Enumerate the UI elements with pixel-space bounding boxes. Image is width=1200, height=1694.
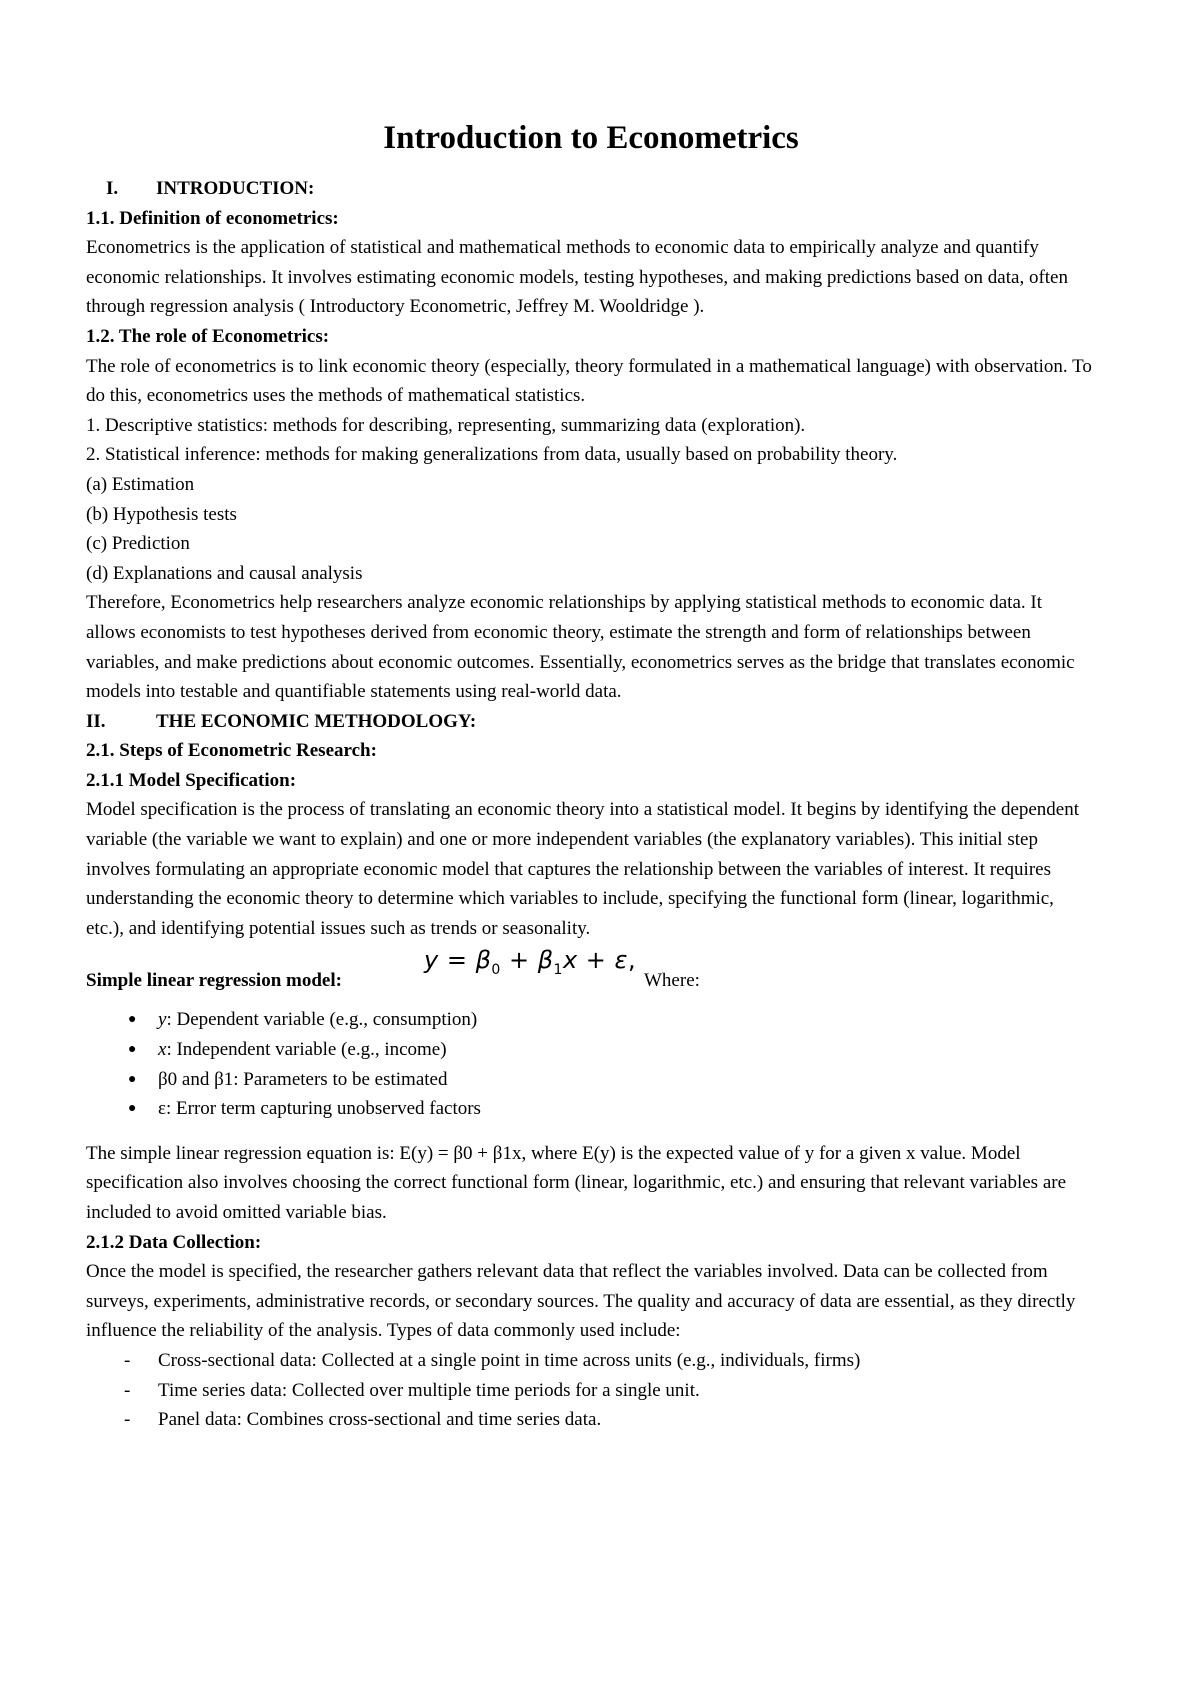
role-line: (b) Hypothesis tests bbox=[86, 503, 237, 525]
equation-label: Simple linear regression model: bbox=[86, 969, 342, 991]
section-2-number: II. bbox=[86, 710, 106, 732]
subsection-2-1-heading: 2.1. Steps of Econometric Research: bbox=[86, 740, 377, 762]
list-item: - Time series data: Collected over multiple time periods for a single unit. bbox=[86, 1376, 1096, 1406]
list-item: - Cross-sectional data: Collected at a single point in time across units (e.g., individuals, firms) bbox=[86, 1346, 1096, 1376]
spacer bbox=[86, 1124, 1096, 1139]
bullet-icon: ● bbox=[128, 1042, 137, 1058]
conclusion-paragraph: Therefore, Econometrics help researchers analyze economic relationships by applying statistical methods to economic data. It allows economists to test hypotheses derived from economic theory, estimate the strength and form of relationships between variables, and make predictions about economic outcomes. Essentially, econometrics serves as the bridge that translates economic models into testable and quantifiable statements using real-world data. bbox=[86, 592, 1075, 703]
role-line: 2. Statistical inference: methods for making generalizations from data, usually based on probability theory. bbox=[86, 444, 898, 466]
bullet-icon: ● bbox=[128, 1071, 137, 1087]
subsection-1-1-heading: 1.1. Definition of econometrics: bbox=[86, 207, 339, 229]
subsection-1-2-heading: 1.2. The role of Econometrics: bbox=[86, 325, 330, 347]
section-2-heading bbox=[86, 707, 1096, 737]
section-2-title: THE ECONOMIC METHODOLOGY: bbox=[156, 710, 477, 732]
role-paragraph: The role of econometrics is to link economic theory (especially, theory formulated in a mathematical language) with observation. To do this, econometrics uses the methods of mathematical statistics. bbox=[86, 355, 1092, 407]
definition-paragraph: Econometrics is the application of statistical and mathematical methods to economic data to empirically analyze and quantify economic relationships. It involves estimating economic models, testing hypotheses, and making predictions based on data, often through regression analysis ( Introductory Econometric, Jeffrey M. Wooldridge ). bbox=[86, 237, 1068, 318]
data-types-list bbox=[86, 1346, 1096, 1435]
subsection-2-1-1-heading: 2.1.1 Model Specification: bbox=[86, 769, 297, 791]
data-collection-paragraph: Once the model is specified, the researcher gathers relevant data that reflect the variables involved. Data can be collected from surveys, experiments, administrative records, or secondary sources. The quality and accuracy of data are essential, as they directly influence the reliability of the analysis. Types of data commonly used include: bbox=[86, 1261, 1076, 1342]
list-item: ● ε: Error term capturing unobserved factors bbox=[86, 1094, 1096, 1124]
subsection-2-1-2-heading: 2.1.2 Data Collection: bbox=[86, 1231, 262, 1253]
role-line: (d) Explanations and causal analysis bbox=[86, 562, 363, 584]
section-1-heading bbox=[86, 174, 1096, 204]
bullet-icon: ● bbox=[128, 1012, 137, 1028]
variable-list bbox=[86, 1005, 1096, 1123]
document-title: Introduction to Econometrics bbox=[383, 120, 799, 156]
dash-marker: - bbox=[124, 1379, 131, 1401]
document-page bbox=[86, 118, 1096, 1435]
role-line: 1. Descriptive statistics: methods for describing, representing, summarizing data (exploration). bbox=[86, 414, 806, 436]
equation-row bbox=[86, 945, 1096, 995]
list-item: ● x: Independent variable (e.g., income) bbox=[86, 1035, 1096, 1065]
regression-equation-image: $y = \beta_0 + \beta_1x + \varepsilon$, bbox=[424, 945, 637, 978]
dash-marker: - bbox=[124, 1409, 131, 1431]
bullet-icon: ● bbox=[128, 1101, 137, 1117]
list-item: ● y: Dependent variable (e.g., consumption) bbox=[86, 1005, 1096, 1035]
section-1-number: I. bbox=[106, 178, 119, 199]
role-line: (a) Estimation bbox=[86, 473, 195, 495]
list-item: - Panel data: Combines cross-sectional and time series data. bbox=[86, 1405, 1096, 1435]
role-line: (c) Prediction bbox=[86, 533, 190, 555]
model-spec-paragraph: Model specification is the process of translating an economic theory into a statistical model. It begins by identifying the dependent variable (the variable we want to explain) and one or more independent variables (the explanatory variables). This initial step involves formulating an appropriate economic model that captures the relationship between the variables of interest. It requires understanding the economic theory to determine which variables to include, specifying the functional form (linear, logarithmic, etc.), and identifying potential issues such as trends or seasonality. bbox=[86, 799, 1080, 939]
equation-where: Where: bbox=[644, 969, 700, 991]
section-1-title: INTRODUCTION: bbox=[156, 178, 315, 199]
list-item: ● β0 and β1: Parameters to be estimated bbox=[86, 1065, 1096, 1095]
regression-equation-paragraph: The simple linear regression equation is: E(y) = β0 + β1x, where E(y) is the expected value of y for a given x value. Model specification also involves choosing the correct functional form (linear, logarithmic, etc.) and ensuring that relevant variables are included to avoid omitted variable bias. bbox=[86, 1142, 1067, 1223]
dash-marker: - bbox=[124, 1349, 131, 1371]
